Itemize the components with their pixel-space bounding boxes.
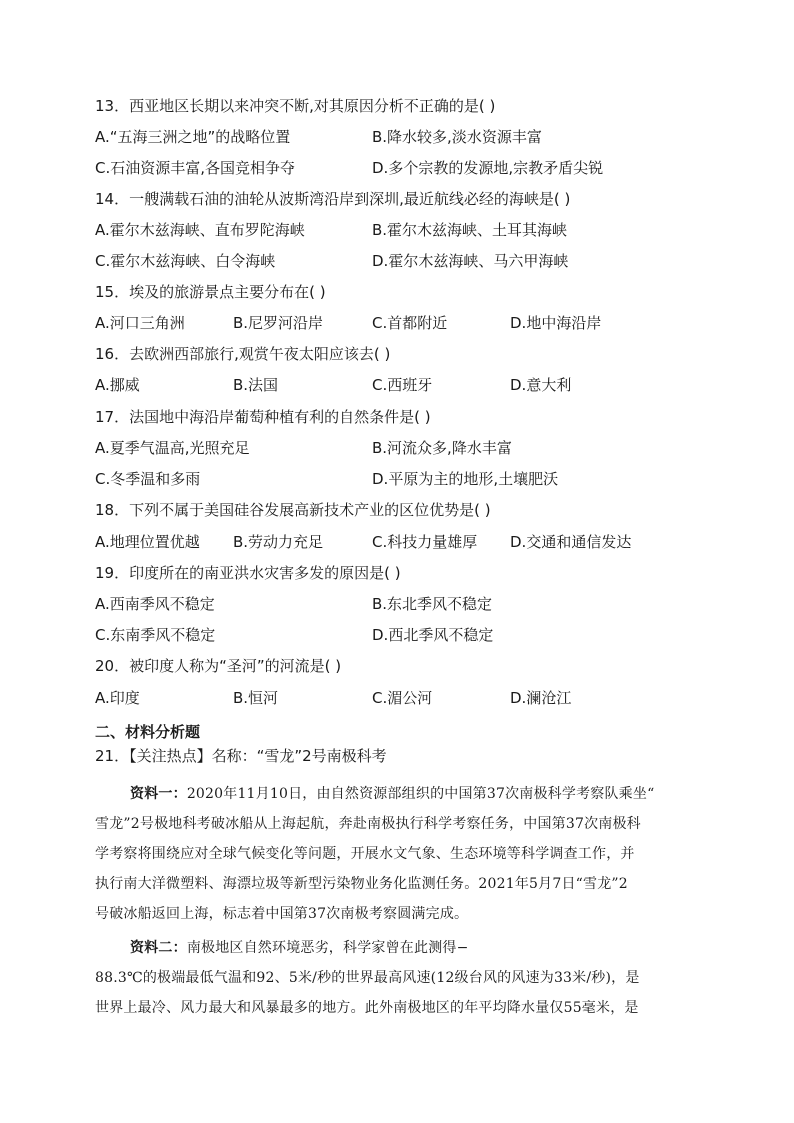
- material-1-line-5: 号破冰船返回上海，标志着中国第37次南极考察圆满完成。: [95, 906, 469, 922]
- option-c: C.冬季温和多雨: [95, 470, 201, 488]
- option-b: B.法国: [233, 376, 279, 394]
- option-c: C.东南季风不稳定: [95, 626, 216, 644]
- question-17-options-row2: [95, 469, 735, 489]
- question-19-stem: 19．印度所在的南亚洪水灾害多发的原因是( ): [95, 564, 401, 582]
- question-21-header: 21．【关注热点】名称：“雪龙”2号南极科考: [95, 747, 387, 765]
- option-a: A.西南季风不稳定: [95, 595, 215, 613]
- question-19-options-row2: [95, 625, 735, 645]
- option-c: C.首都附近: [372, 314, 448, 332]
- question-13-options-row1: [95, 127, 735, 147]
- option-d: D.交通和通信发达: [510, 533, 632, 551]
- option-b: B.劳动力充足: [233, 533, 324, 551]
- material-2-label: 资料二：: [130, 940, 187, 956]
- option-a: A.印度: [95, 689, 140, 707]
- material-1-line-2: 雪龙”2号极地科考破冰船从上海起航，奔赴南极执行科学考察任务，中国第37次南极科: [95, 816, 641, 832]
- option-d: D.霍尔木兹海峡、马六甲海峡: [372, 252, 569, 270]
- question-14-stem: 14．一艘满载石油的油轮从波斯湾沿岸到深圳,最近航线必经的海峡是( ): [95, 190, 571, 208]
- question-14-options-row1: [95, 220, 735, 240]
- option-a: A.河口三角洲: [95, 314, 185, 332]
- option-b: B.尼罗河沿岸: [233, 314, 324, 332]
- option-c: C.霍尔木兹海峡、白令海峡: [95, 252, 276, 270]
- question-13-options-row2: [95, 158, 735, 178]
- question-20-options: [95, 688, 735, 708]
- question-20-stem: 20．被印度人称为“圣河”的河流是( ): [95, 657, 342, 675]
- question-15-stem: 15．埃及的旅游景点主要分布在( ): [95, 283, 326, 301]
- option-b: B.河流众多,降水丰富: [372, 439, 512, 457]
- question-15-options: [95, 313, 735, 333]
- material-1-line-1: 资料一：2020年11月10日，由自然资源部组织的中国第37次南极科学考察队乘坐“: [130, 786, 655, 802]
- material-1-label: 资料一：: [130, 786, 187, 802]
- option-c: C.西班牙: [372, 376, 433, 394]
- material-1-line-3: 学考察将围绕应对全球气候变化等问题，开展水文气象、生态环境等科学调查工作，并: [95, 846, 635, 862]
- question-17-stem: 17．法国地中海沿岸葡萄种植有利的自然条件是( ): [95, 408, 431, 426]
- material-2-line-2: 88.3℃的极端最低气温和92、5米/秒的世界最高风速(12级台风的风速为33米/秒)，是: [95, 970, 640, 986]
- option-d: D.澜沧江: [510, 689, 572, 707]
- question-19-options-row1: [95, 594, 735, 614]
- material-2-line-3: 世界上最冷、风力最大和风暴最多的地方。此外南极地区的年平均降水量仅55毫米，是: [95, 1000, 639, 1016]
- material-1-line-4: 执行南大洋微塑料、海漂垃圾等新型污染物业务化监测任务。2021年5月7日“雪龙”2: [95, 876, 628, 892]
- option-d: D.意大利: [510, 376, 572, 394]
- question-18-stem: 18．下列不属于美国硅谷发展高新技术产业的区位优势是( ): [95, 501, 491, 519]
- option-d: D.多个宗教的发源地,宗教矛盾尖锐: [372, 159, 604, 177]
- question-14-options-row2: [95, 251, 735, 271]
- question-13-stem: 13．西亚地区长期以来冲突不断,对其原因分析不正确的是( ): [95, 97, 496, 115]
- option-a: A.夏季气温高,光照充足: [95, 439, 250, 457]
- option-d: D.西北季风不稳定: [372, 626, 494, 644]
- option-a: A.地理位置优越: [95, 533, 200, 551]
- question-18-options: [95, 532, 735, 552]
- option-d: D.平原为主的地形,土壤肥沃: [372, 470, 559, 488]
- option-b: B.恒河: [233, 689, 279, 707]
- option-a: A.挪威: [95, 376, 140, 394]
- question-16-options: [95, 375, 735, 395]
- option-b: B.东北季风不稳定: [372, 595, 493, 613]
- option-a: A.“五海三洲之地”的战略位置: [95, 128, 291, 146]
- option-d: D.地中海沿岸: [510, 314, 602, 332]
- section-title: 二、材料分析题: [95, 723, 201, 741]
- option-a: A.霍尔木兹海峡、直布罗陀海峡: [95, 221, 305, 239]
- material-2-line-1: 资料二：南极地区自然环境恶劣，科学家曾在此测得−: [130, 940, 469, 956]
- question-16-stem: 16．去欧洲西部旅行,观赏午夜太阳应该去( ): [95, 345, 391, 363]
- option-c: C.石油资源丰富,各国竞相争夺: [95, 159, 296, 177]
- option-c: C.湄公河: [372, 689, 433, 707]
- option-b: B.霍尔木兹海峡、土耳其海峡: [372, 221, 568, 239]
- option-c: C.科技力量雄厚: [372, 533, 478, 551]
- option-b: B.降水较多,淡水资源丰富: [372, 128, 542, 146]
- question-17-options-row1: [95, 438, 735, 458]
